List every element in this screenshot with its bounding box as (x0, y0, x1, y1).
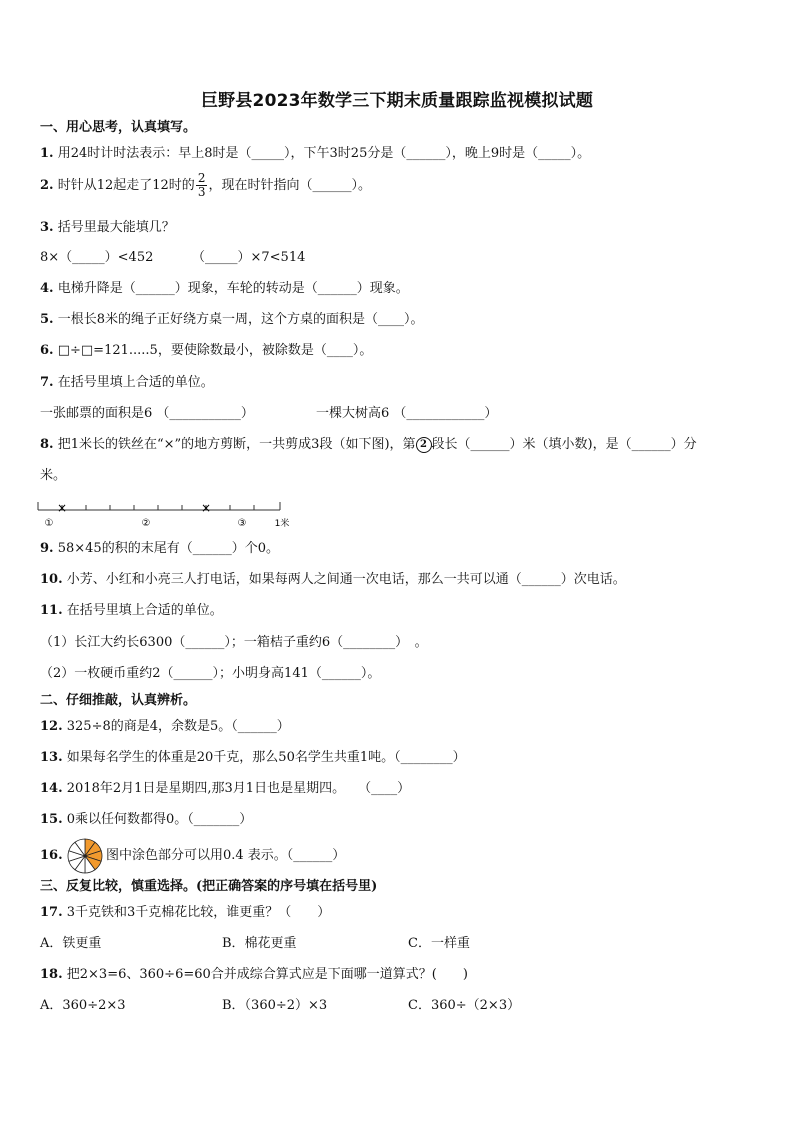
question-11 (40, 602, 223, 620)
question-number: 1. (40, 146, 54, 161)
question-7 (40, 374, 214, 392)
question-12 (40, 718, 290, 736)
question-10 (40, 571, 626, 589)
question-15 (40, 811, 252, 829)
question-number: 3. (40, 220, 54, 235)
option-c: C．一样重 (408, 936, 470, 951)
question-11-part-1: （1）长江大约长6300（______）；一箱桔子重约6（________） 。 (40, 635, 428, 650)
question-8-continuation: 米。 (40, 468, 67, 483)
option-a: A．铁更重 (40, 936, 102, 951)
option-a: A．360÷2×3 (40, 998, 126, 1013)
question-text: 0乘以任何数都得0。（_______） (66, 812, 253, 827)
question-text: 把1米长的铁丝在“×”的地方剪断，一共剪成3段（如下图)，第 (57, 437, 416, 452)
question-number: 7. (40, 375, 54, 390)
question-text: 电梯升降是（______）现象，车轮的转动是（______）现象。 (57, 281, 409, 296)
question-text: 如果每名学生的体重是20千克，那么50名学生共重1吨。（________） (66, 750, 466, 765)
question-7-left: 一张邮票的面积是6 （___________） (40, 406, 254, 421)
page-title: 巨野县2023年数学三下期末质量跟踪监视模拟试题 (200, 91, 594, 111)
question-5 (40, 311, 424, 329)
question-text-post: ，现在时针指向（______）。 (208, 178, 371, 193)
question-text: 2018年2月1日是星期四,那3月1日也是星期四。 （____） (66, 781, 411, 796)
ruler-diagram (36, 498, 306, 530)
question-18 (40, 966, 468, 984)
question-9 (40, 540, 279, 558)
cut-mark-1: × (56, 501, 68, 515)
question-number: 13. (40, 750, 63, 765)
question-text: 一根长8米的绳子正好绕方桌一周，这个方桌的面积是（____）。 (57, 312, 424, 327)
question-text: 3千克铁和3千克棉花比较，谁更重？（ ） (66, 905, 331, 920)
fraction-numerator: 2 (197, 171, 206, 185)
segment-label-1: ① (44, 518, 54, 529)
question-text: 把2×3=6、360÷6=60合并成综合算式应是下面哪一道算式？( ) (66, 967, 468, 982)
segment-label-3: ③ (237, 518, 247, 529)
question-text: □÷□=121.....5，要使除数最小，被除数是（____）。 (57, 343, 373, 358)
question-text-post: 段长（______）米（填小数)，是（______）分 (431, 437, 697, 452)
question-14 (40, 780, 410, 798)
question-number: 14. (40, 781, 63, 796)
question-number: 15. (40, 812, 63, 827)
question-13 (40, 749, 466, 767)
question-3-left: 8×（_____）<452 (40, 250, 154, 265)
section-3-heading: 三、反复比较，慎重选择。(把正确答案的序号填在括号里) (40, 879, 378, 894)
question-number: 2. (40, 178, 54, 193)
question-16: 图中涂色部分可以用0.4 表示。（______） (106, 848, 346, 863)
question-3-right: （_____）×7<514 (192, 250, 306, 265)
question-text: 在括号里填上合适的单位。 (66, 603, 223, 618)
section-1-heading: 一、用心思考，认真填写。 (40, 120, 197, 135)
segment-label-2: ② (141, 518, 151, 529)
question-text: 用24时计时法表示：早上8时是（_____），下午3时25分是（______），晚上9时是（_____）。 (57, 146, 591, 161)
question-6 (40, 342, 372, 360)
question-4 (40, 280, 409, 298)
question-number: 16. (40, 848, 63, 863)
question-text: 58×45的积的末尾有（______）个0。 (57, 541, 279, 556)
question-number: 17. (40, 905, 63, 920)
question-number: 6. (40, 343, 54, 358)
option-b: B．棉花更重 (222, 936, 297, 951)
question-text: 325÷8的商是4，余数是5。（______） (66, 719, 290, 734)
question-text: 在括号里填上合适的单位。 (57, 375, 214, 390)
question-11-part-2: （2）一枚硬币重约2（______）；小明身高141（______）。 (40, 666, 381, 681)
question-text: 括号里最大能填几？ (57, 220, 175, 235)
question-text: 时针从12起走了12时的 (57, 178, 195, 193)
fraction-denominator: 3 (197, 185, 206, 199)
question-number: 8. (40, 437, 54, 452)
question-3 (40, 219, 175, 237)
question-number: 12. (40, 719, 63, 734)
section-2-heading: 二、仔细推敲，认真辨析。 (40, 693, 197, 708)
question-8 (40, 436, 697, 454)
question-number: 5. (40, 312, 54, 327)
question-number: 11. (40, 603, 63, 618)
question-7-right: 一棵大树高6 （____________） (316, 406, 498, 421)
pie-fraction-figure (66, 837, 104, 875)
question-text: 小芳、小红和小亮三人打电话，如果每两人之间通一次电话，那么一共可以通（______）次电话。 (66, 572, 626, 587)
fraction (196, 172, 208, 199)
question-number: 18. (40, 967, 63, 982)
cut-mark-2: × (200, 501, 212, 515)
option-b: B．（360÷2）×3 (222, 998, 328, 1013)
question-number: 4. (40, 281, 54, 296)
question-16-number (40, 847, 63, 865)
question-17 (40, 904, 330, 922)
question-1 (40, 145, 590, 163)
question-2 (40, 172, 371, 199)
question-number: 10. (40, 572, 63, 587)
circled-number: 2 (416, 437, 432, 453)
option-c: C．360÷（2×3） (408, 998, 521, 1013)
ruler-end-label: 1米 (274, 519, 290, 529)
question-number: 9. (40, 541, 54, 556)
